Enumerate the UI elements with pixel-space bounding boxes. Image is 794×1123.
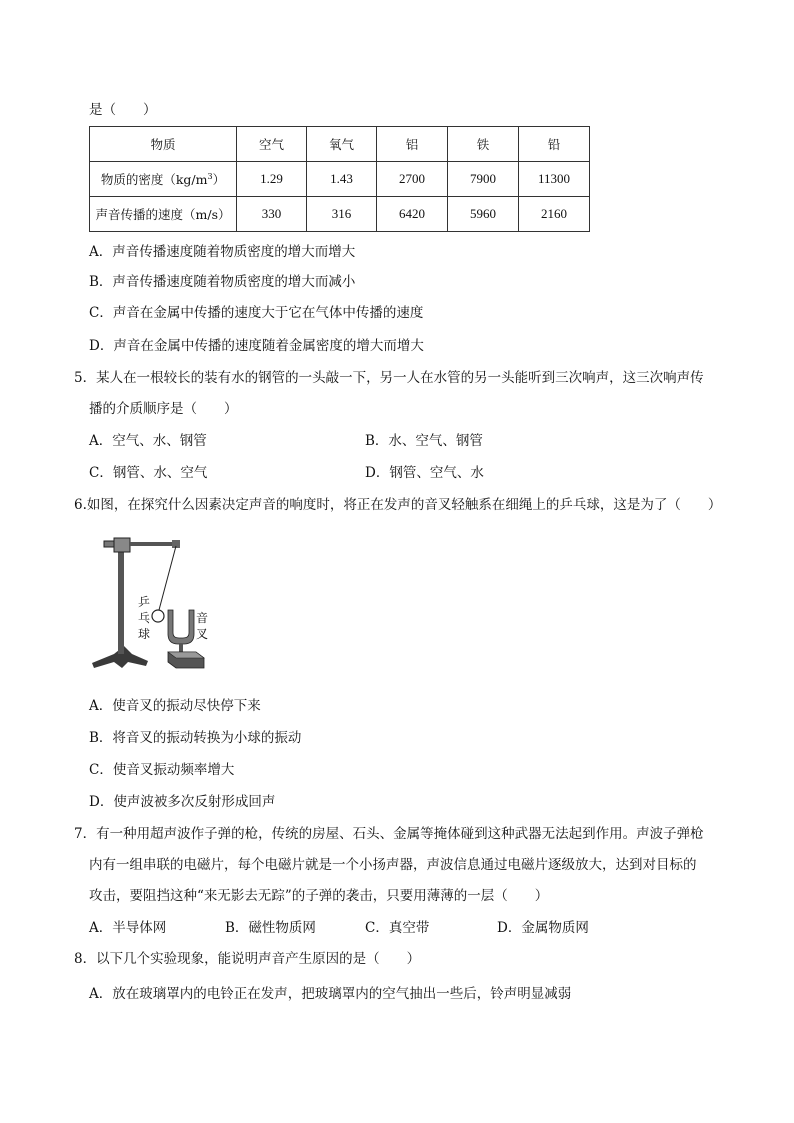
tuning-fork — [168, 610, 194, 644]
table-cell: 1.43 — [307, 162, 377, 197]
q5-stem-line2: 播的介质顺序是（ ） — [89, 401, 238, 417]
q4-option-c: C．声音在金属中传播的速度大于它在气体中传播的速度 — [89, 305, 424, 321]
table-header-cell: 空气 — [237, 127, 307, 162]
fork-label-char: 叉 — [196, 627, 209, 641]
q4-option-a: A．声音传播速度随着物质密度的增大而增大 — [89, 244, 356, 260]
q7-stem-line1: 7．有一种用超声波作子弹的枪，传统的房屋、石头、金属等掩体碰到这种武器无法起到作用。声波子弹枪 — [74, 826, 704, 842]
q8-option-a: A．放在玻璃罩内的电铃正在发声，把玻璃罩内的空气抽出一些后，铃声明显减弱 — [89, 986, 572, 1002]
ball-label-char: 乒 — [138, 595, 151, 609]
q6-option-b: B．将音叉的振动转换为小球的振动 — [89, 730, 302, 746]
q5-option-c: C．钢管、水、空气 — [89, 465, 208, 481]
thread — [159, 546, 176, 610]
table-cell: 2160 — [519, 197, 590, 232]
q7-option-c: C．真空带 — [365, 920, 430, 936]
q7-stem-line3: 攻击，要阻挡这种“来无影去无踪”的子弹的袭击，只要用薄薄的一层（ ） — [89, 888, 549, 904]
q7-option-b: B．磁性物质网 — [225, 920, 316, 936]
clamp-screw — [104, 541, 114, 547]
sound-speed-table — [89, 126, 590, 232]
table-cell: 1.29 — [237, 162, 307, 197]
table-header-cell: 氧气 — [307, 127, 377, 162]
tuning-fork-figure — [88, 528, 209, 676]
table-row-speed — [90, 197, 590, 232]
q6-option-a: A．使音叉的振动尽快停下来 — [89, 698, 261, 714]
table-cell: 6420 — [377, 197, 448, 232]
q5-option-d: D．钢管、空气、水 — [365, 465, 484, 481]
fork-label-char: 音 — [196, 611, 209, 625]
table-row-density — [90, 162, 590, 197]
q7-option-a: A．半导体网 — [89, 920, 167, 936]
table-header-cell: 铝 — [377, 127, 448, 162]
q4-option-d: D．声音在金属中传播的速度随着金属密度的增大而增大 — [89, 338, 424, 354]
table-cell: 5960 — [448, 197, 519, 232]
q6-option-c: C．使音叉振动频率增大 — [89, 762, 235, 778]
table-header-row — [90, 127, 590, 162]
q6-stem: 6.如图，在探究什么因素决定声音的响度时，将正在发声的音叉轻触系在细绳上的乒乓球，这是为了（ ） — [74, 497, 722, 513]
q6-option-d: D．使声波被多次反射形成回声 — [89, 794, 276, 810]
table-cell: 11300 — [519, 162, 590, 197]
q7-stem-line2: 内有一组串联的电磁片，每个电磁片就是一个小扬声器，声波信息通过电磁片逐级放大，达到对目标的 — [89, 857, 697, 873]
q5-option-a: A．空气、水、钢管 — [89, 433, 207, 449]
stand-clamp — [114, 538, 130, 552]
q5-stem-line1: 5．某人在一根较长的装有水的钢管的一头敲一下，另一人在水管的另一头能听到三次响声，这三次响声传 — [74, 370, 704, 386]
q4-stem-tail: 是（ ） — [89, 102, 157, 118]
q8-stem: 8．以下几个实验现象，能说明声音产生原因的是（ ） — [74, 951, 421, 967]
q4-option-b: B．声音传播速度随着物质密度的增大而减小 — [89, 274, 356, 290]
table-cell: 330 — [237, 197, 307, 232]
tuning-fork-handle — [179, 644, 183, 652]
table-cell: 316 — [307, 197, 377, 232]
ball-label-char: 球 — [138, 627, 151, 641]
table-header-cell: 铁 — [448, 127, 519, 162]
ping-pong-ball — [152, 610, 164, 622]
speed-row-label: 声音传播的速度（m/s） — [90, 197, 237, 232]
q7-option-d: D．金属物质网 — [497, 920, 589, 936]
table-cell: 7900 — [448, 162, 519, 197]
table-cell: 2700 — [377, 162, 448, 197]
horizontal-arm — [130, 542, 178, 546]
stand-rod — [118, 548, 124, 654]
table-header-cell: 铅 — [519, 127, 590, 162]
ball-label-char: 乓 — [138, 611, 151, 625]
density-row-label: 物质的密度$(kg/m^3)$ — [90, 162, 237, 197]
q5-option-b: B．水、空气、钢管 — [365, 433, 483, 449]
table-header-cell: 物质 — [90, 127, 237, 162]
